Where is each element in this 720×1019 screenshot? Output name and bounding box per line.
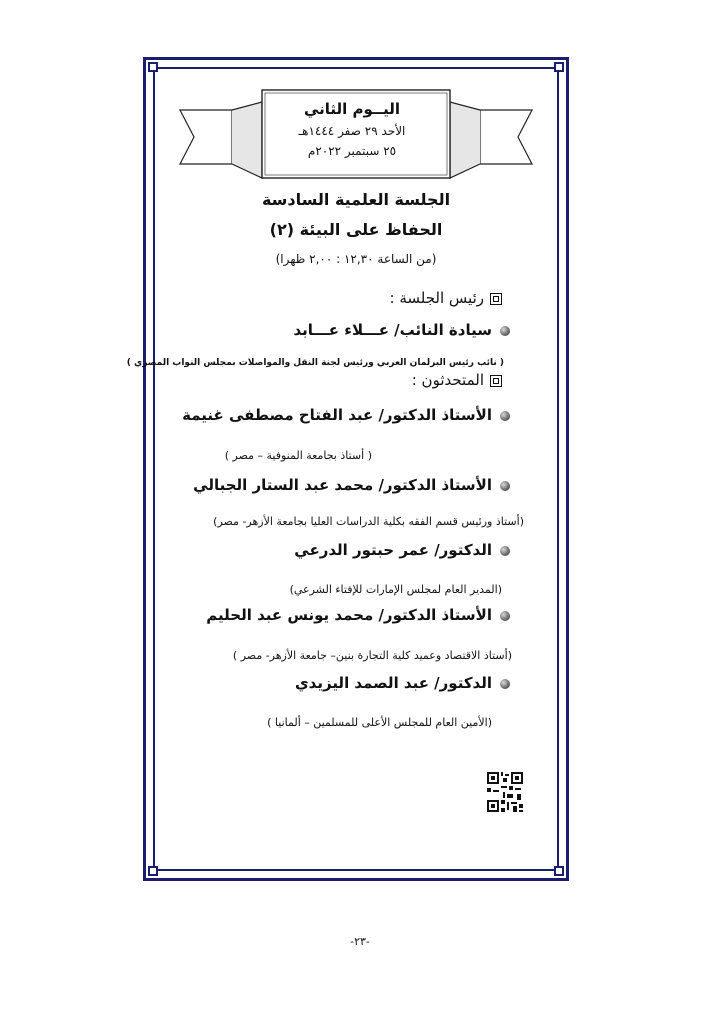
speaker-entry bbox=[182, 405, 510, 424]
speaker-name: الأستاذ الدكتور/ عبد الفتاح مصطفى غنيمة bbox=[182, 406, 492, 424]
chair-description: ( نائب رئيس البرلمان العربي ورئيس لجنة النقل والمواصلات بمجلس النواب المصري ) bbox=[126, 358, 504, 368]
corner-ornament bbox=[554, 62, 564, 72]
corner-ornament bbox=[148, 62, 158, 72]
speaker-description: (أستاذ الاقتصاد وعميد كلية التجارة بنين– جامعة الأزهر- مصر ) bbox=[232, 649, 512, 662]
speaker-description-row bbox=[213, 510, 524, 529]
speaker-name: الأستاذ الدكتور/ محمد يونس عبد الحليم bbox=[206, 606, 492, 624]
round-bullet-icon bbox=[500, 611, 510, 621]
speaker-description-row bbox=[233, 644, 512, 663]
speaker-name: الدكتور/ عبد الصمد اليزيدي bbox=[294, 674, 492, 692]
qr-code-icon bbox=[485, 770, 525, 814]
chair-name: سيادة النائب/ عـــلاء عـــابد bbox=[293, 321, 492, 339]
speakers-heading bbox=[412, 370, 502, 389]
round-bullet-icon bbox=[500, 326, 510, 336]
speaker-description-row bbox=[267, 711, 492, 730]
square-bullet-icon bbox=[490, 293, 502, 305]
round-bullet-icon bbox=[500, 481, 510, 491]
speaker-description: (الأمين العام للمجلس الأعلى للمسلمين – ألمانيا ) bbox=[267, 716, 492, 729]
session-topic: الحفاظ على البيئة (٢) bbox=[269, 220, 443, 239]
corner-ornament bbox=[148, 866, 158, 876]
chair-label: رئيس الجلسة : bbox=[389, 289, 484, 307]
speaker-description-row bbox=[225, 444, 372, 463]
session-title: الجلسة العلمية السادسة bbox=[261, 190, 451, 209]
speaker-entry bbox=[294, 540, 510, 559]
round-bullet-icon bbox=[500, 679, 510, 689]
session-time: (من الساعة ١٢,٣٠ : ٢,٠٠ ظهرا) bbox=[275, 252, 437, 266]
day-label: اليــوم الثاني bbox=[303, 100, 401, 118]
chair-heading bbox=[390, 288, 502, 307]
square-bullet-icon bbox=[490, 375, 502, 387]
speaker-name: الأستاذ الدكتور/ محمد عبد الستار الجبالي bbox=[193, 476, 492, 494]
speaker-description: ( أستاذ بجامعة المنوفية – مصر ) bbox=[224, 449, 372, 462]
page-content bbox=[126, 70, 552, 870]
speaker-entry bbox=[206, 605, 510, 624]
banner-text bbox=[262, 100, 442, 158]
round-bullet-icon bbox=[500, 411, 510, 421]
round-bullet-icon bbox=[500, 546, 510, 556]
speakers-label: المتحدثون : bbox=[411, 371, 484, 389]
chair-description-row bbox=[127, 350, 504, 369]
gregorian-date: ٢٥ سبتمبر ٢٠٢٢م bbox=[307, 144, 397, 158]
speaker-name: الدكتور/ عمر حبتور الدرعي bbox=[294, 541, 492, 559]
speaker-description: (المدير العام لمجلس الإمارات للإفتاء الشرعي) bbox=[289, 583, 502, 596]
speaker-entry bbox=[193, 475, 510, 494]
hijri-date: الأحد ٢٩ صفر ١٤٤٤هـ bbox=[298, 124, 406, 138]
speaker-entry bbox=[295, 673, 510, 692]
corner-ornament bbox=[554, 866, 564, 876]
date-banner bbox=[172, 82, 540, 192]
speaker-description: (أستاذ ورئيس قسم الفقه بكلية الدراسات العليا بجامعة الأزهر- مصر) bbox=[213, 515, 524, 528]
chair-entry bbox=[294, 320, 511, 339]
page-number: -٢٣- bbox=[350, 935, 370, 948]
speaker-description-row bbox=[290, 578, 502, 597]
